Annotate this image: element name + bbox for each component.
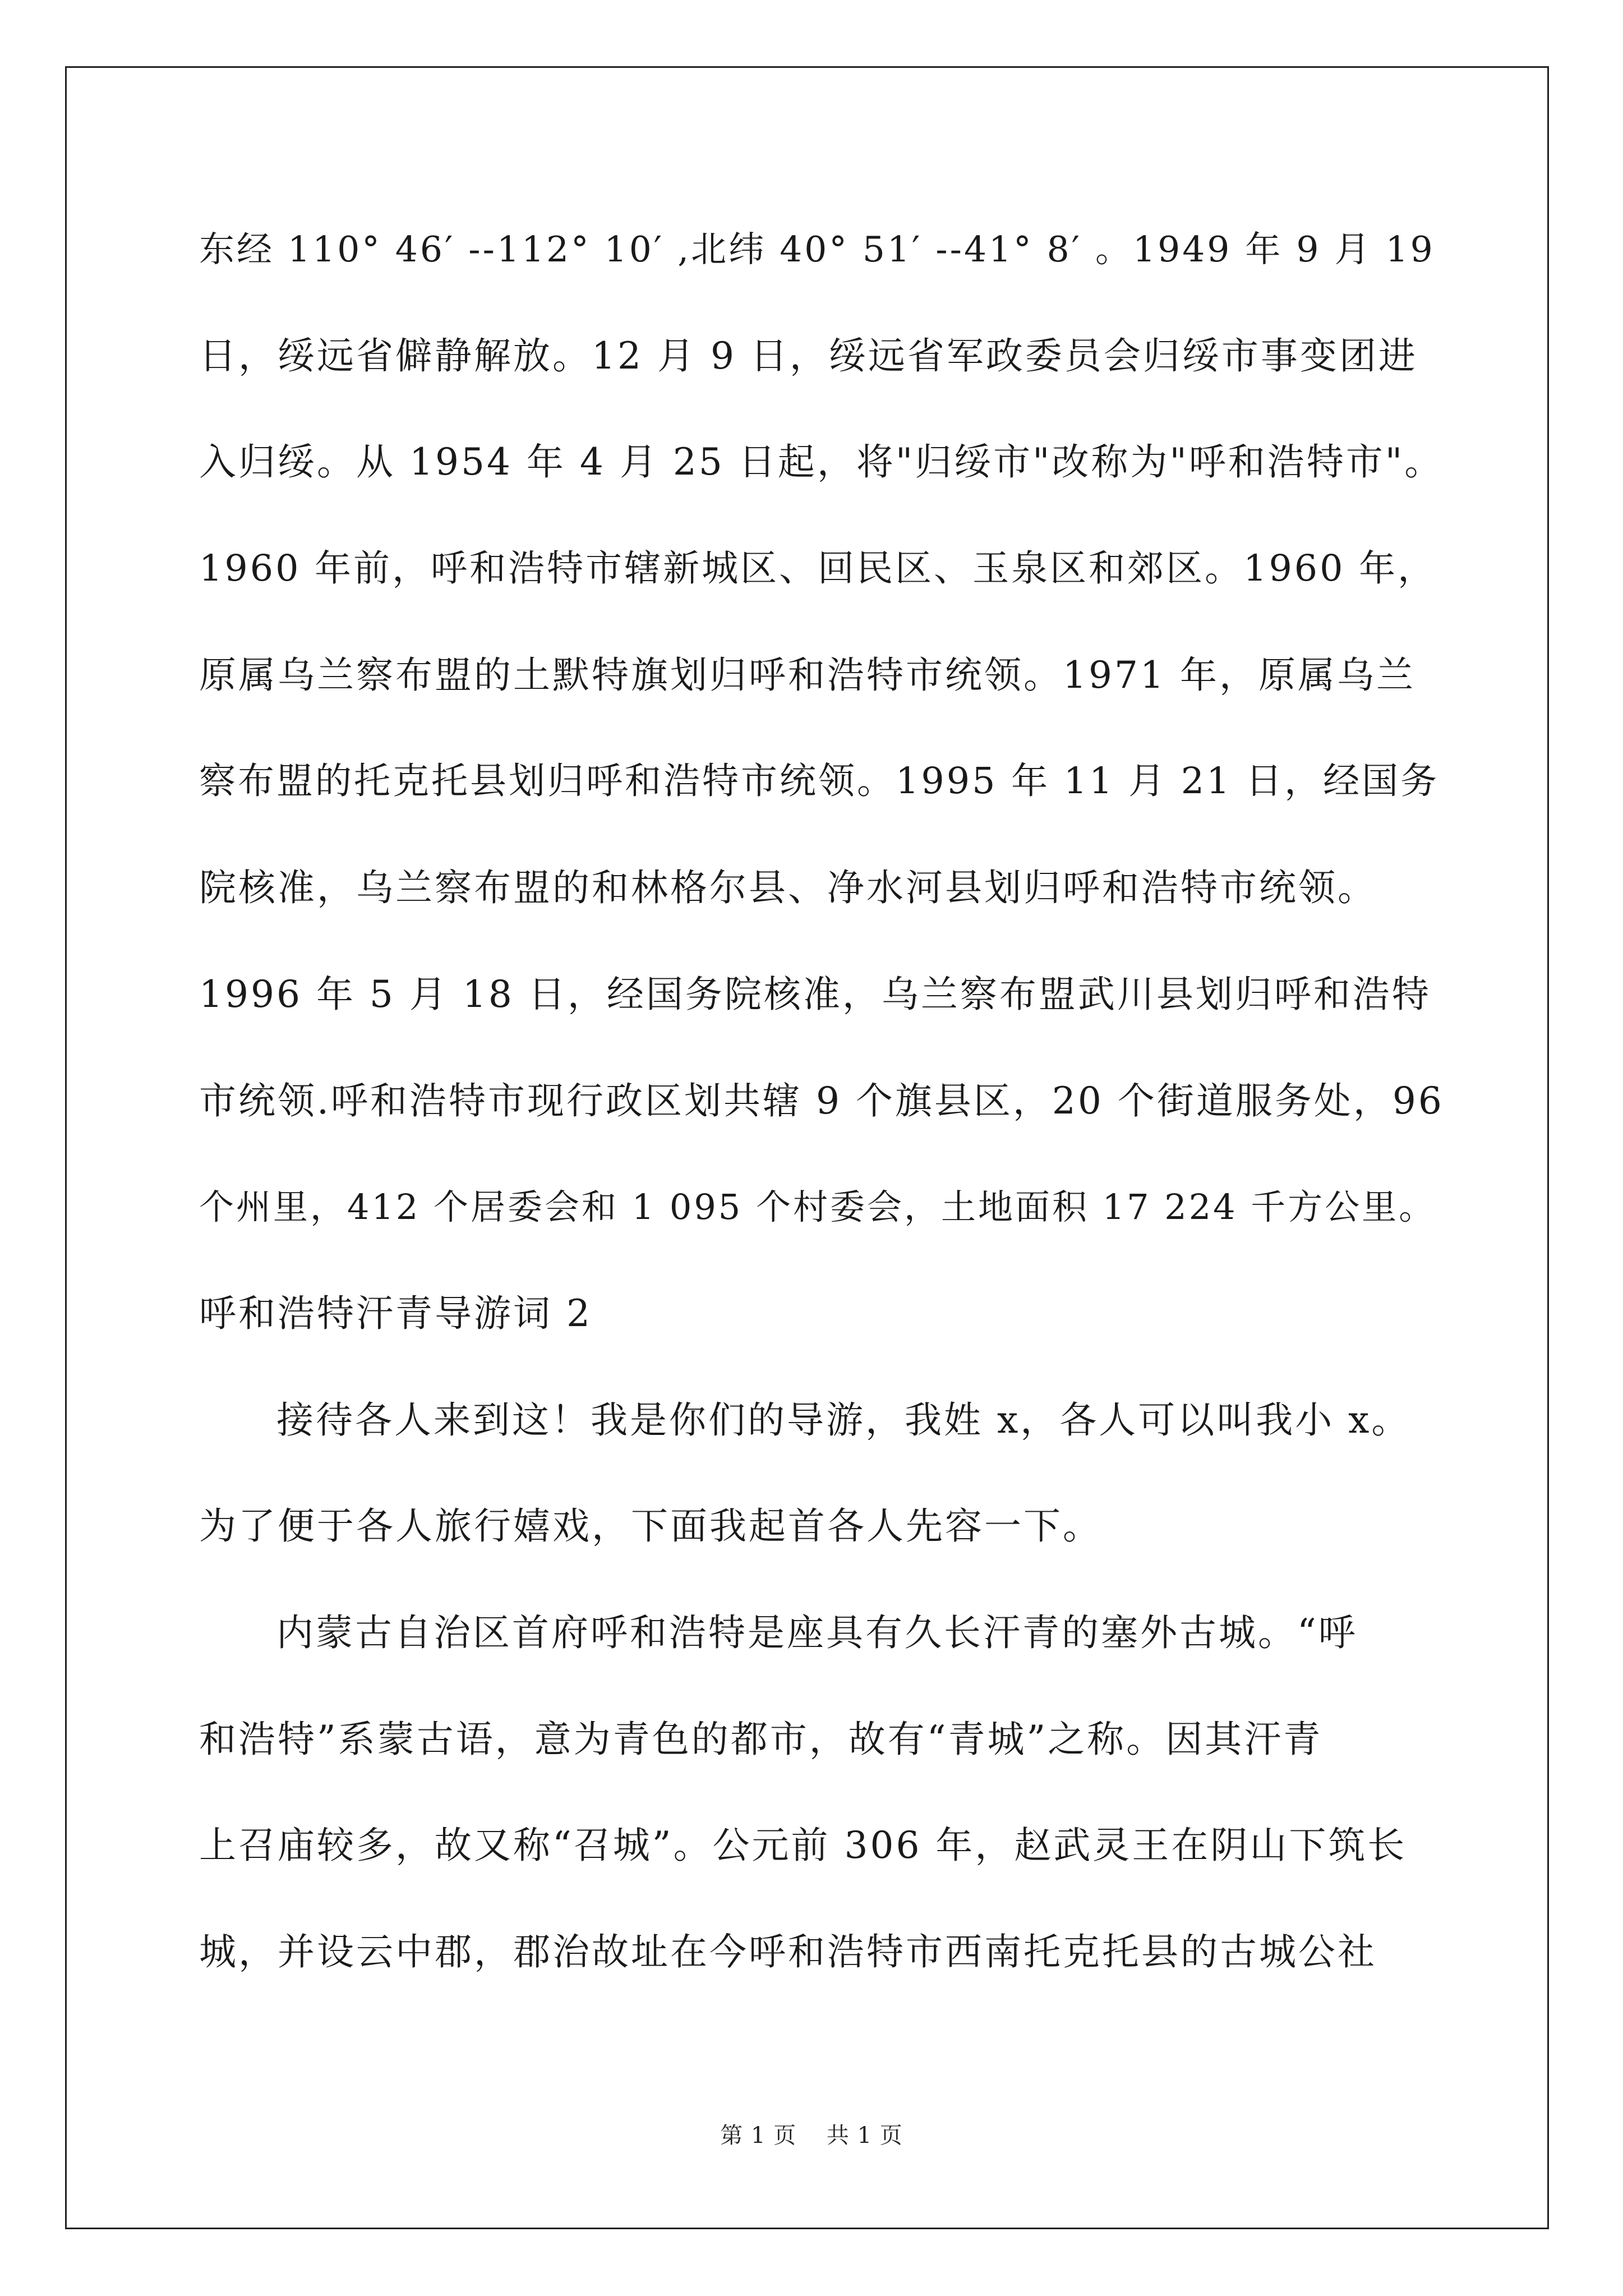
text-line: 内蒙古自治区首府呼和浩特是座具有久长汗青的塞外古城。“呼 [276,1611,1358,1654]
text-line: 市统领.呼和浩特市现行政区划共辖 9 个旗县区，20 个街道服务处，96 [199,1079,1444,1122]
page-total: 共 1 页 [826,2123,903,2148]
text-line: 1960 年前，呼和浩特市辖新城区、回民区、玉泉区和郊区。1960 年， [199,547,1437,590]
text-line: 院核准，乌兰察布盟的和林格尔县、净水河县划归呼和浩特市统领。 [199,866,1377,910]
text-line: 接待各人来到这！我是你们的导游，我姓 x，各人可以叫我小 x。 [276,1398,1411,1442]
text-line: 入归绥。从 1954 年 4 月 25 日起，将"归绥市"改称为"呼和浩特市"。 [199,440,1444,484]
text-line: 原属乌兰察布盟的土默特旗划归呼和浩特市统领。1971 年，原属乌兰 [199,653,1415,697]
text-line: 1996 年 5 月 18 日，经国务院核准，乌兰察布盟武川县划归呼和浩特 [199,972,1431,1016]
page-number: 第 1 页 [720,2123,797,2148]
text-line: 个州里，412 个居委会和 1 095 个村委会，土地面积 17 224 千方公里。 [199,1186,1436,1228]
document-body [199,216,1450,2025]
text-line: 东经 110° 46′ --112° 10′ ,北纬 40° 51′ --41° 8′ 。1949 年 9 月 19 [199,229,1435,270]
text-line: 上召庙较多，故又称“召城”。公元前 306 年，赵武灵王在阴山下筑长 [199,1824,1407,1867]
text-line: 察布盟的托克托县划归呼和浩特市统领。1995 年 11 月 21 日，经国务 [199,760,1440,803]
text-line: 日，绥远省僻静解放。12 月 9 日，绥远省军政委员会归绥市事变团进 [199,334,1418,378]
page-footer [0,2122,1623,2150]
text-line: 和浩特”系蒙古语，意为青色的都市，故有“青城”之称。因其汗青 [199,1717,1323,1761]
text-line: 为了便于各人旅行嬉戏，下面我起首各人先容一下。 [199,1504,1102,1548]
section-heading: 呼和浩特汗青导游词 2 [199,1291,592,1335]
text-line: 城，并设云中郡，郡治故址在今呼和浩特市西南托克托县的古城公社 [199,1930,1377,1973]
